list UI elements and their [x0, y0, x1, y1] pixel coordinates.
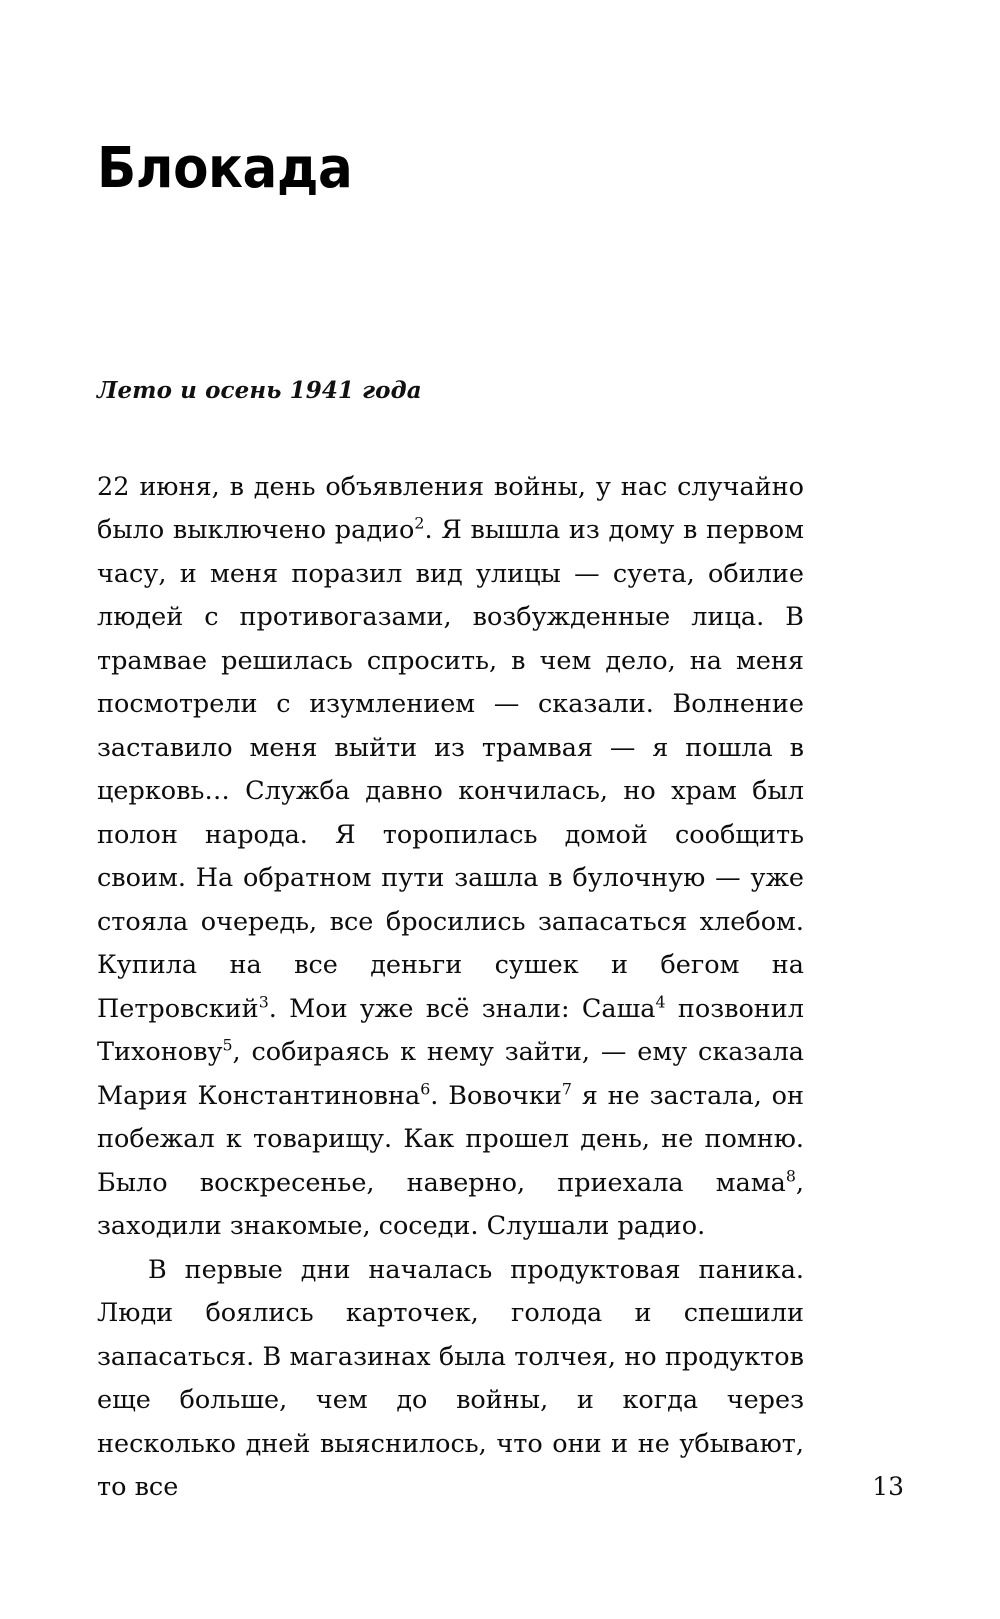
chapter-title: Блокада: [97, 136, 353, 201]
footnote-marker[interactable]: 4: [655, 992, 666, 1012]
footnote-marker[interactable]: 7: [561, 1079, 572, 1099]
footnote-marker[interactable]: 8: [785, 1166, 796, 1186]
body-paragraph: В первые дни началась продуктовая паника. Люди боялись карточек, голода и спешили запасаться. В магазинах была толчея, но продуктов еще больше, чем до войны, и когда через несколько дней выяснилось, что они и не убывают, то все: [97, 1254, 804, 1503]
footnote-marker[interactable]: 2: [414, 513, 425, 533]
footnote-marker[interactable]: 5: [222, 1035, 233, 1055]
body-paragraph: 22 июня, в день объявления войны, у нас случайно было выключено радио$^2$. Я вышла из дому в первом часу, и меня поразил вид улицы — суета, обилие людей с противогазами, возбужденные лица. В трамвае решилась спросить, в чем дело, на меня посмотрели с изумлением — сказали. Волнение заставило меня выйти из трамвая — я пошла в церковь… Служба давно кончилась, но храм был полон народа. Я торопилась домой сообщить своим. На обратном пути зашла в булочную — уже стояла очередь, все бросились запасаться хлебом. Купила на все деньги сушек и бегом на Петровский$^3$. Мои уже всё знали: Саша$^4$ позвонил Тихонову$^5$, собираясь к нему зайти, — ему сказала Мария Константиновна$^6$. Вовочки$^7$ я не застала, он побежал к товарищу. Как прошел день, не помню. Было воскресенье, наверно, приехала мама$^8$, заходили знакомые, соседи. Слушали радио.: [97, 471, 804, 1242]
footnote-marker[interactable]: 6: [420, 1079, 431, 1099]
section-subtitle: Лето и осень 1941 года: [97, 376, 422, 404]
page-content: [97, 0, 804, 1510]
body-text: [97, 404, 804, 1510]
page-number: 13: [872, 1472, 904, 1501]
footnote-marker[interactable]: 3: [258, 992, 269, 1012]
